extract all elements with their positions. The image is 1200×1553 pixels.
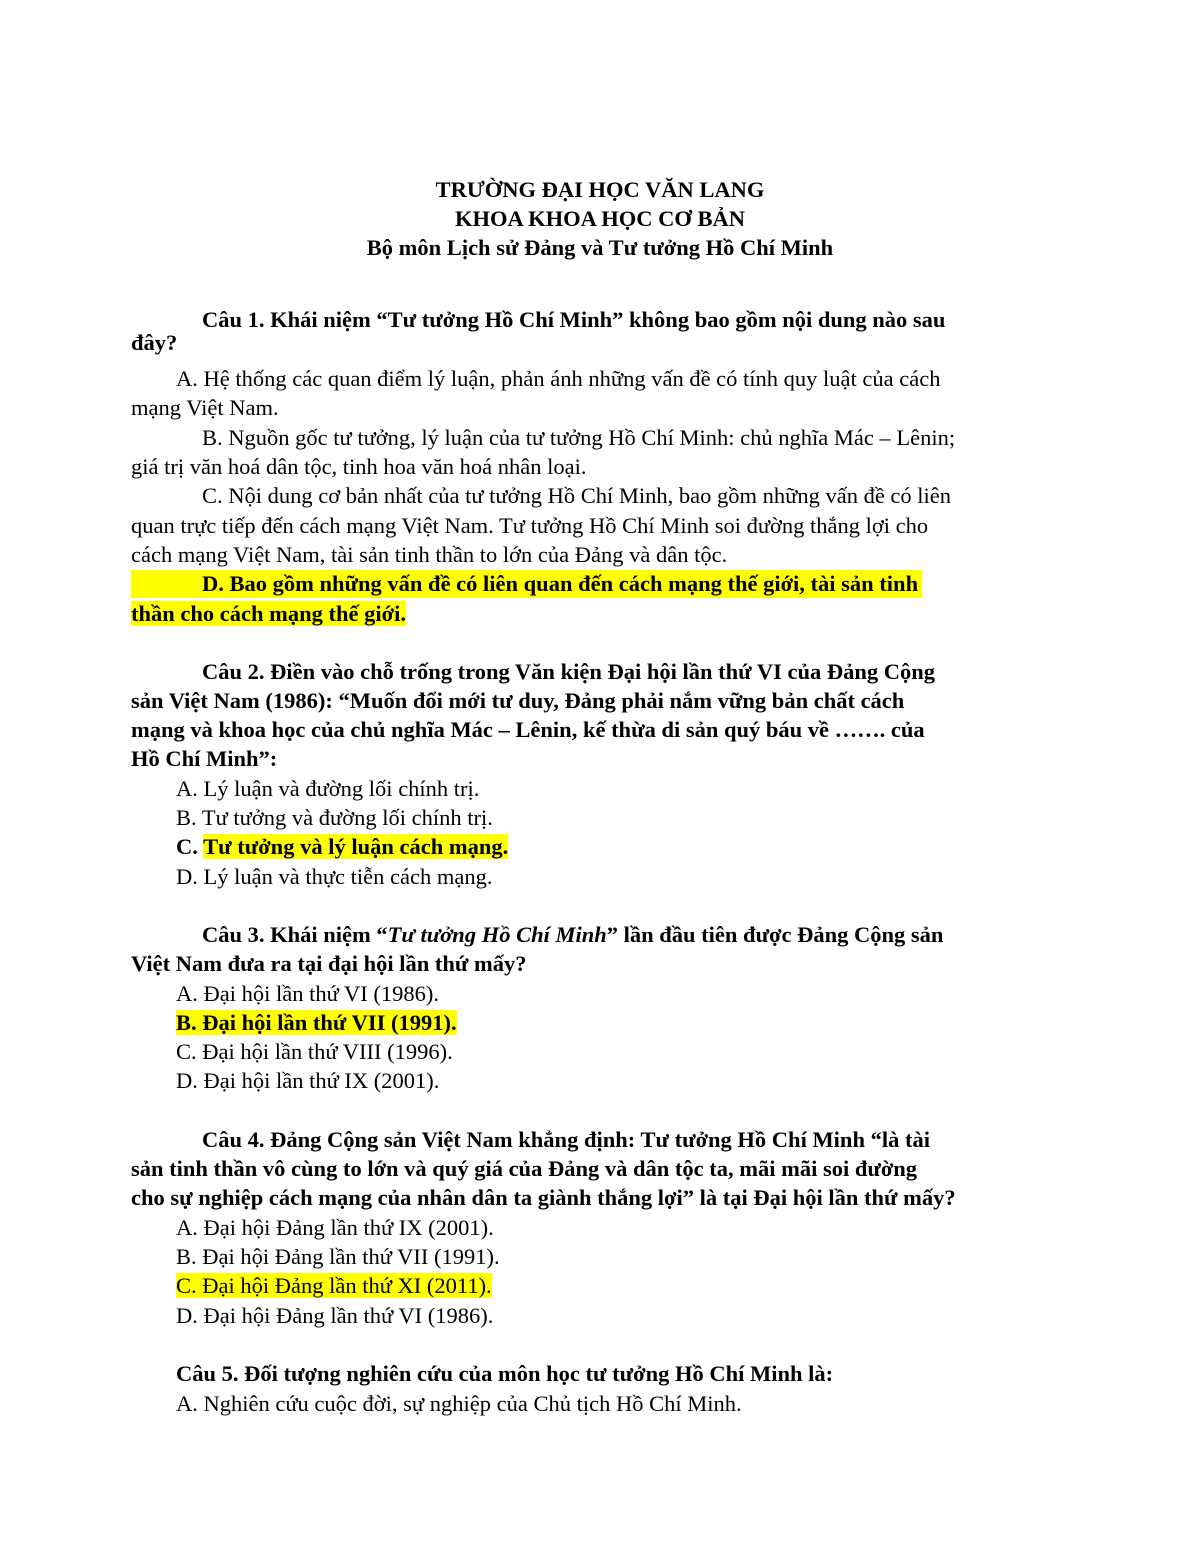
university-name: TRƯỜNG ĐẠI HỌC VĂN LANG	[435, 177, 765, 202]
answer-highlight: C. Đại hội Đảng lần thứ XI (2011).	[176, 1273, 492, 1298]
question-3-text: Việt Nam đưa ra tại đại hội lần thứ mấy?	[131, 951, 527, 976]
question-2-text: Hồ Chí Minh”:	[131, 746, 278, 771]
answer-highlight: D. Bao gồm những vấn đề có liên quan đến cách mạng thế giới, tài sản tinh	[131, 570, 922, 598]
question-2-answer	[176, 833, 508, 861]
question-5-option-a: A. Nghiên cứu cuộc đời, sự nghiệp của Chủ tịch Hồ Chí Minh.	[176, 1391, 742, 1416]
question-1-option-b: giá trị văn hoá dân tộc, tinh hoa văn hoá nhân loại.	[131, 454, 587, 479]
question-3-option-d: D. Đại hội lần thứ IX (2001).	[176, 1068, 440, 1093]
answer-highlight: B. Đại hội lần thứ VII (1991).	[176, 1010, 457, 1035]
question-3-text-part: Câu 3. Khái niệm “	[202, 922, 388, 947]
question-3-option-c: C. Đại hội lần thứ VIII (1996).	[176, 1039, 453, 1064]
question-3-text-part: ” lần đầu tiên được Đảng Cộng sản	[606, 922, 944, 947]
question-1-option-a: mạng Việt Nam.	[131, 395, 279, 420]
question-1-option-a: A. Hệ thống các quan điểm lý luận, phản ánh những vấn đề có tính quy luật của cách	[176, 366, 941, 391]
question-3-option-a: A. Đại hội lần thứ VI (1986).	[176, 981, 439, 1006]
question-1-text: đây?	[131, 330, 178, 355]
question-5-text: Câu 5. Đối tượng nghiên cứu của môn học tư tưởng Hồ Chí Minh là:	[176, 1361, 834, 1386]
question-2-text: mạng và khoa học của chủ nghĩa Mác – Lênin, kế thừa di sản quý báu về ……. của	[131, 717, 925, 742]
question-2-text: sản Việt Nam (1986): “Muốn đổi mới tư duy, Đảng phải nắm vững bản chất cách	[131, 688, 905, 713]
question-3-text	[202, 921, 943, 949]
question-2-option-b: B. Tư tưởng và đường lối chính trị.	[176, 805, 493, 830]
question-1-option-b: B. Nguồn gốc tư tưởng, lý luận của tư tưởng Hồ Chí Minh: chủ nghĩa Mác – Lênin;	[202, 425, 956, 450]
faculty-name: KHOA KHOA HỌC CƠ BẢN	[454, 206, 746, 231]
question-1-answer	[131, 600, 406, 628]
question-1-option-c: cách mạng Việt Nam, tài sản tinh thần to lớn của Đảng và dân tộc.	[131, 542, 728, 567]
answer-highlight: Tư tưởng và lý luận cách mạng.	[203, 834, 509, 859]
answer-highlight: thần cho cách mạng thế giới.	[131, 601, 406, 626]
question-4-option-b: B. Đại hội Đảng lần thứ VII (1991).	[176, 1244, 500, 1269]
question-4-text: Câu 4. Đảng Cộng sản Việt Nam khẳng định: Tư tưởng Hồ Chí Minh “là tài	[202, 1127, 930, 1152]
question-4-text: sản tinh thần vô cùng to lớn và quý giá của Đảng và dân tộc ta, mãi mãi soi đường	[131, 1156, 918, 1181]
question-1-answer	[131, 570, 922, 598]
question-3-answer	[176, 1009, 457, 1037]
department-name: Bộ môn Lịch sử Đảng và Tư tưởng Hồ Chí Minh	[366, 235, 834, 260]
question-2-option-a: A. Lý luận và đường lối chính trị.	[176, 776, 480, 801]
question-4-option-d: D. Đại hội Đảng lần thứ VI (1986).	[176, 1303, 494, 1328]
question-1-option-c: C. Nội dung cơ bản nhất của tư tưởng Hồ Chí Minh, bao gồm những vấn đề có liên	[202, 483, 952, 508]
question-1-option-c: quan trực tiếp đến cách mạng Việt Nam. Tư tưởng Hồ Chí Minh soi đường thắng lợi cho	[131, 513, 929, 538]
question-2-option-d: D. Lý luận và thực tiễn cách mạng.	[176, 864, 493, 889]
question-3-italic-term: Tư tưởng Hồ Chí Minh	[387, 922, 607, 947]
question-2-text: Câu 2. Điền vào chỗ trống trong Văn kiện Đại hội lần thứ VI của Đảng Cộng	[202, 659, 935, 684]
question-4-answer	[176, 1272, 492, 1300]
answer-letter: C.	[176, 834, 198, 859]
question-1-text: Câu 1. Khái niệm “Tư tưởng Hồ Chí Minh” không bao gồm nội dung nào sau	[202, 307, 946, 332]
question-4-option-a: A. Đại hội Đảng lần thứ IX (2001).	[176, 1215, 494, 1240]
question-4-text: cho sự nghiệp cách mạng của nhân dân ta giành thắng lợi” là tại Đại hội lần thứ mấy?	[131, 1185, 956, 1210]
